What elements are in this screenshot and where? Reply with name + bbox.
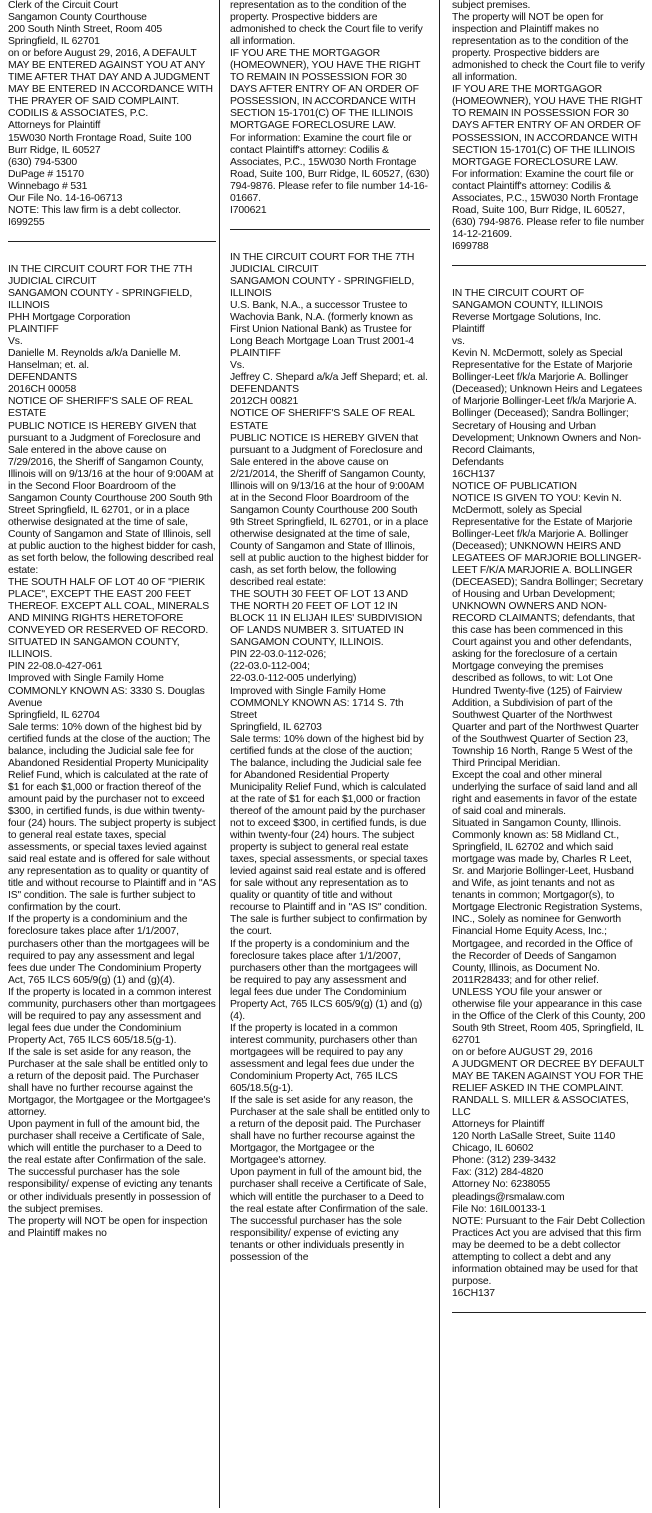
notice-separator xyxy=(452,265,646,266)
column-2 xyxy=(230,0,430,1513)
notice-sheriff-sale-phh-mortgage: IN THE CIRCUIT COURT FOR THE 7TH JUDICIAL CIRCUIT SANGAMON COUNTY - SPRINGFIELD, ILLINOIS PHH Mortgage Corporation PLAINTIFF Vs. Danielle M. Reynolds a/k/a Danielle M. Hanselman; et. al. DEFENDANTS 2016CH 00058 NOTICE OF SHERIFF'S SALE OF REAL ESTATE PUBLIC NOTICE IS HEREBY GIVEN that pursuant to a Judgment of Foreclosure and Sale entered in the above cause on 7/29/2016, the Sheriff of Sangamon County, Illinois will on 9/13/16 at the hour of 9:00AM at in the Second Floor Boardroom of the Sangamon County Courthouse 200 South 9th Street Springfield, IL 62701, or in a place otherwise designated at the time of sale, County of Sangamon and State of Illinois, sell at public auction to the highest bidder for cash, as set forth below, the following described real estate: THE SOUTH HALF OF LOT 40 OF "PIERIK PLACE", EXCEPT THE EAST 200 FEET THEREOF. EXCEPT ALL COAL, MINERALS AND MINING RIGHTS HERETOFORE CONVEYED OR RESERVED OF RECORD. SITUATED IN SANGAMON COUNTY, ILLINOIS. PIN 22-08.0-427-061 Improved with Single Family Home COMMONLY KNOWN AS: 3330 S. Douglas Avenue Springfield, IL 62704 Sale terms: 10% down of the highest bid by certified funds at the close of the auction; The balance, including the Judicial sale fee for Abandoned Residential Property Municipality Relief Fund, which is calculated at the rate of $1 for each $1,000 or fraction thereof of the amount paid by the purchaser not to exceed $300, in certified funds, is due within twenty-four (24) hours. The subject property is subject to general real estate taxes, special assessments, or special taxes levied against said real estate and is offered for sale without any representation as to quality or quantity of title and without recourse to Plaintiff and in "AS IS" condition. The sale is further subject to confirmation by the court. If the property is a condominium and the foreclosure takes place after 1/1/2007, purchasers other than the mortgagees will be required to pay any assessment and legal fees due under The Condominium Property Act, 765 ILCS 605/9(g) (1) and (g)(4). If the property is located in a common interest community, purchasers other than mortgagees will be required to pay any assessment and legal fees due under the Condominium Property Act, 765 ILCS 605/18.5(g-1). If the sale is set aside for any reason, the Purchaser at the sale shall be entitled only to a return of the deposit paid. The Purchaser shall have no further recourse against the Mortgagor, the Mortgagee or the Mortgagee's attorney. Upon payment in full of the amount bid, the purchaser shall receive a Certificate of Sale, which will entitle the purchaser to a Deed to the real estate after Confirmation of the sale. The successful purchaser has the sole responsibility/ expense of evicting any tenants or other individuals presently in possession of the subject premises. The property will NOT be open for inspection and Plaintiff makes no xyxy=(8,263,216,1239)
notice-separator xyxy=(452,1312,646,1313)
notice-publication-reverse-mortgage: IN THE CIRCUIT COURT OF SANGAMON COUNTY, ILLINOIS Reverse Mortgage Solutions, Inc. Plaintiff vs. Kevin N. McDermott, solely as Special Representative for the Estate of Marjorie Bollinger-Leet f/k/a Marjorie A. Bollinger (Deceased); Unknown Heirs and Legatees of Marjorie Bollinger-Leet f/k/a Marjorie A. Bollinger (Deceased); Sandra Bollinger; Secretary of Housing and Urban Development; Unknown Owners and Non-Record Claimants, Defendants 16CH137 NOTICE OF PUBLICATION NOTICE IS GIVEN TO YOU: Kevin N. McDermott, solely as Special Representative for the Estate of Marjorie Bollinger-Leet f/k/a Marjorie A. Bollinger (Deceased); UNKNOWN HEIRS AND LEGATEES OF MARJORIE BOLLINGER-LEET F/K/A MARJORIE A. BOLLINGER (DECEASED); Sandra Bollinger; Secretary of Housing and Urban Development; UNKNOWN OWNERS AND NON-RECORD CLAIMANTS; defendants, that this case has been commenced in this Court against you and other defendants, asking for the foreclosure of a certain Mortgage conveying the premises described as follows, to wit: Lot One Hundred Twenty-five (125) of Fairview Addition, a Subdivision of part of the Southwest Quarter of the Northwest Quarter and part of the Northwest Quarter of the Southwest Quarter of Section 23, Township 16 North, Range 5 West of the Third Principal Meridian. Except the coal and other mineral underlying the surface of said land and all right and easements in favor of the estate of said coal and minerals. Situated in Sangamon County, Illinois. Commonly known as: 58 Midland Ct., Springfield, IL 62702 and which said mortgage was made by, Charles R Leet, Sr. and Marjorie Bollinger-Leet, Husband and Wife, as joint tenants and not as tenants in common; Mortgagor(s), to Mortgage Electronic Registration Systems, INC., Solely as nominee for Genworth Financial Home Equity Acess, Inc.; Mortgagee, and recorded in the Office of the Recorder of Deeds of Sangamon County, Illinois, as Document No. 2011R28433; and for other relief. UNLESS YOU file your answer or otherwise file your appearance in this case in the Office of the Clerk of this County, 200 South 9th Street, Room 405, Springfield, IL 62701 on or before AUGUST 29, 2016 A JUDGMENT OR DECREE BY DEFAULT MAY BE TAKEN AGAINST YOU FOR THE RELIEF ASKED IN THE COMPLAINT. RANDALL S. MILLER & ASSOCIATES, LLC Attorneys for Plaintiff 120 North LaSalle Street, Suite 1140 Chicago, IL 60602 Phone: (312) 239-3432 Fax: (312) 284-4820 Attorney No: 6238055 pleadings@rsmalaw.com File No: 16IL00133-1 NOTE: Pursuant to the Fair Debt Collection Practices Act you are advised that this firm may be deemed to be a debt collector attempting to collect a debt and any information obtained may be used for that purpose. 16CH137 xyxy=(452,287,646,1299)
column-3 xyxy=(452,0,646,1513)
notice-continuation-default-warning: Clerk of the Circuit Court Sangamon County Courthouse 200 South Ninth Street, Room 405 Springfield, IL 62701 on or before August 29, 2016, A DEFAULT MAY BE ENTERED AGAINST YOU AT ANY TIME AFTER THAT DAY AND A JUDGMENT MAY BE ENTERED IN ACCORDANCE WITH THE PRAYER OF SAID COMPLAINT. CODILIS & ASSOCIATES, P.C. Attorneys for Plaintiff 15W030 North Frontage Road, Suite 100 Burr Ridge, IL 60527 (630) 794-5300 DuPage # 15170 Winnebago # 531 Our File No. 14-16-06713 NOTE: This law firm is a debt collector. I699255 xyxy=(8,0,213,228)
column-divider xyxy=(219,0,220,1508)
notice-separator xyxy=(230,229,430,230)
column-divider xyxy=(439,0,440,1508)
notice-sheriff-sale-us-bank: IN THE CIRCUIT COURT FOR THE 7TH JUDICIAL CIRCUIT SANGAMON COUNTY - SPRINGFIELD, ILLINOIS U.S. Bank, N.A., a successor Trustee to Wachovia Bank, N.A. (formerly known as First Union National Bank) as Trustee for Long Beach Mortgage Loan Trust 2001-4 PLAINTIFF Vs. Jeffrey C. Shepard a/k/a Jeff Shepard; et. al. DEFENDANTS 2012CH 00821 NOTICE OF SHERIFF'S SALE OF REAL ESTATE PUBLIC NOTICE IS HEREBY GIVEN that pursuant to a Judgment of Foreclosure and Sale entered in the above cause on 2/21/2014, the Sheriff of Sangamon County, Illinois will on 9/13/16 at the hour of 9:00AM at in the Second Floor Boardroom of the Sangamon County Courthouse 200 South 9th Street Springfield, IL 62701, or in a place otherwise designated at the time of sale, County of Sangamon and State of Illinois, sell at public auction to the highest bidder for cash, as set forth below, the following described real estate: THE SOUTH 30 FEET OF LOT 13 AND THE NORTH 20 FEET OF LOT 12 IN BLOCK 11 IN ELIJAH ILES' SUBDIVISION OF LANDS NUMBER 3. SITUATED IN SANGAMON COUNTY, ILLINOIS. PIN 22-03.0-112-026; (22-03.0-112-004; 22-03.0-112-005 underlying) Improved with Single Family Home COMMONLY KNOWN AS: 1714 S. 7th Street Springfield, IL 62703 Sale terms: 10% down of the highest bid by certified funds at the close of the auction; The balance, including the Judicial sale fee for Abandoned Residential Property Municipality Relief Fund, which is calculated at the rate of $1 for each $1,000 or fraction thereof of the amount paid by the purchaser not to exceed $300, in certified funds, is due within twenty-four (24) hours. The subject property is subject to general real estate taxes, special assessments, or special taxes levied against said real estate and is offered for sale without any representation as to quality or quantity of title and without recourse to Plaintiff and in "AS IS" condition. The sale is further subject to confirmation by the court. If the property is a condominium and the foreclosure takes place after 1/1/2007, purchasers other than the mortgagees will be required to pay any assessment and legal fees due under The Condominium Property Act, 765 ILCS 605/9(g) (1) and (g)(4). If the property is located in a common interest community, purchasers other than mortgagees will be required to pay any assessment and legal fees due under the Condominium Property Act, 765 ILCS 605/18.5(g-1). If the sale is set aside for any reason, the Purchaser at the sale shall be entitled only to a return of the deposit paid. The Purchaser shall have no further recourse against the Mortgagor, the Mortgagee or the Mortgagee's attorney. Upon payment in full of the amount bid, the purchaser shall receive a Certificate of Sale, which will entitle the purchaser to a Deed to the real estate after Confirmation of the sale. The successful purchaser has the sole responsibility/ expense of evicting any tenants or other individuals presently in possession of the xyxy=(230,251,430,1263)
notice-separator xyxy=(8,241,216,242)
notice-continuation-i700621: representation as to the condition of the property. Prospective bidders are admonished to check the Court file to verify all information. IF YOU ARE THE MORTGAGOR (HOMEOWNER), YOU HAVE THE RIGHT TO REMAIN IN POSSESSION FOR 30 DAYS AFTER ENTRY OF AN ORDER OF POSSESSION, IN ACCORDANCE WITH SECTION 15-1701(C) OF THE ILLINOIS MORTGAGE FORECLOSURE LAW. For information: Examine the court file or contact Plaintiff's attorney: Codilis & Associates, P.C., 15W030 North Frontage Road, Suite 100, Burr Ridge, IL 60527, (630) 794-9876. Please refer to file number 14-16-01667. I700621 xyxy=(230,0,430,216)
column-1 xyxy=(8,0,216,1513)
notice-continuation-i699788: subject premises. The property will NOT be open for inspection and Plaintiff makes no representation as to the condition of the property. Prospective bidders are admonished to check the Court file to verify all information. IF YOU ARE THE MORTGAGOR (HOMEOWNER), YOU HAVE THE RIGHT TO REMAIN IN POSSESSION FOR 30 DAYS AFTER ENTRY OF AN ORDER OF POSSESSION, IN ACCORDANCE WITH SECTION 15-1701(C) OF THE ILLINOIS MORTGAGE FORECLOSURE LAW. For information: Examine the court file or contact Plaintiff's attorney: Codilis & Associates, P.C., 15W030 North Frontage Road, Suite 100, Burr Ridge, IL 60527, (630) 794-9876. Please refer to file number 14-12-21609. I699788 xyxy=(452,0,645,252)
